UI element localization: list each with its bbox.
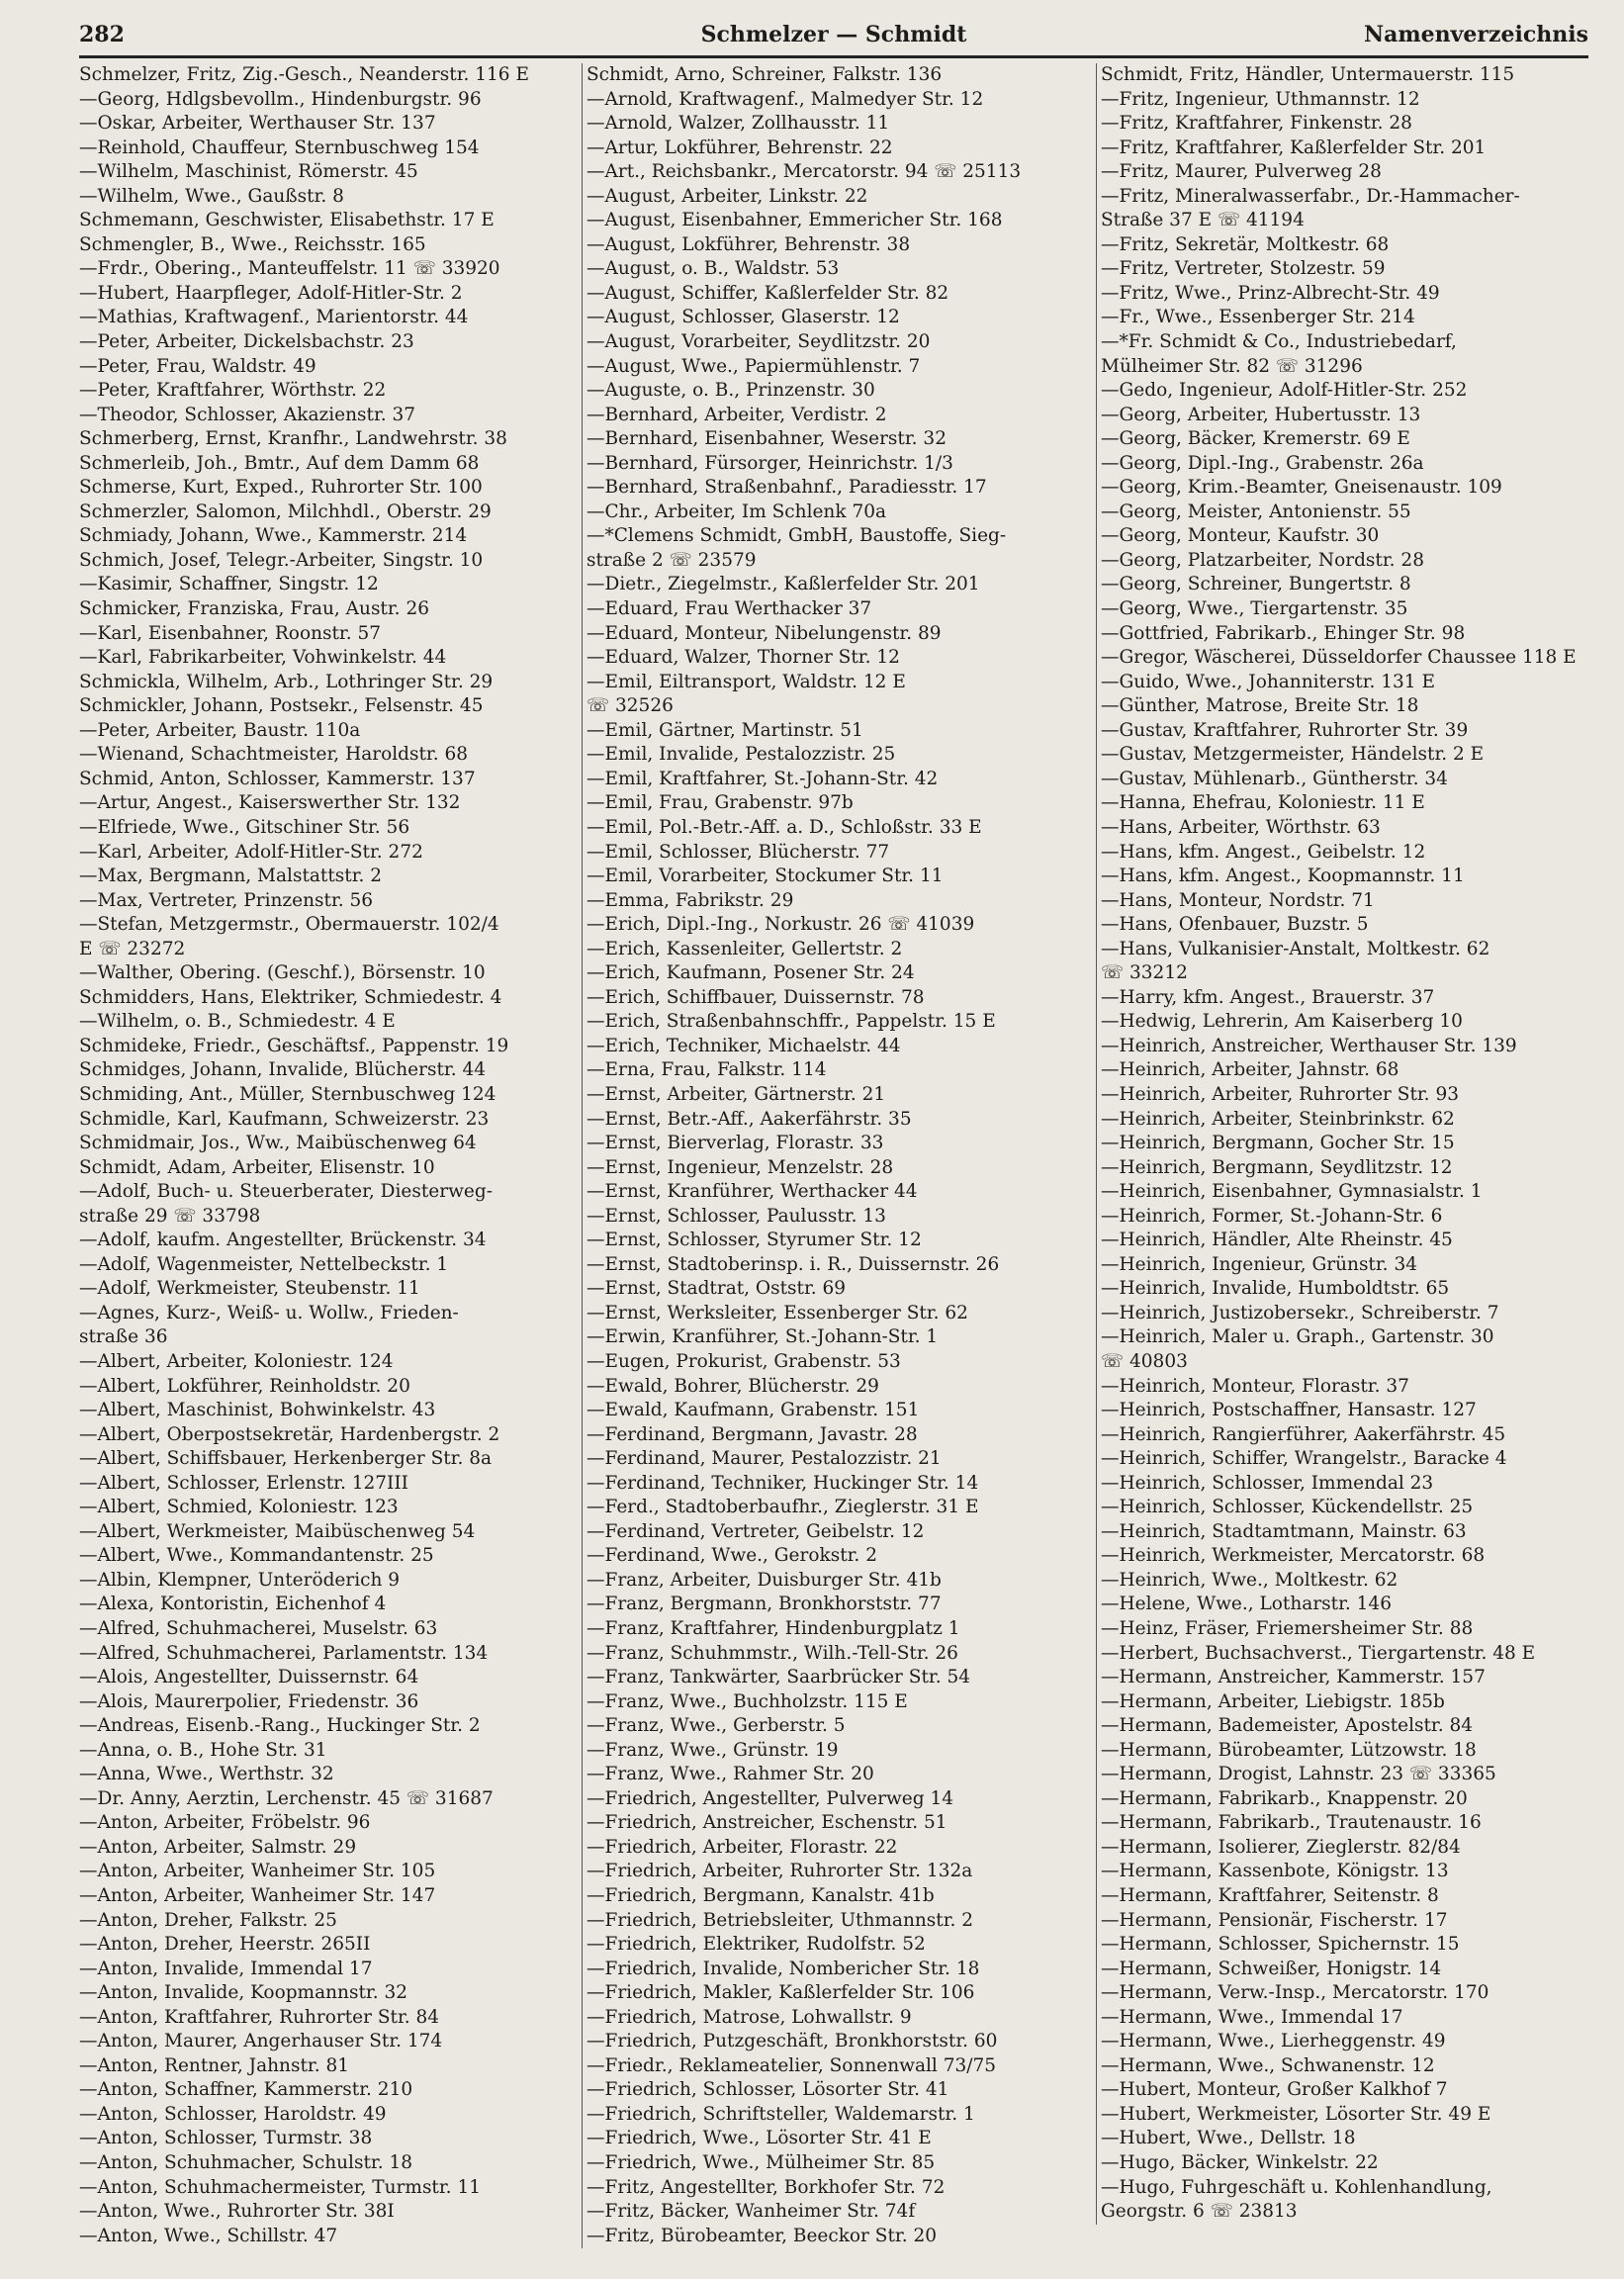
directory-entry: —Wienand, Schachtmeister, Haroldstr. 68 <box>79 744 469 766</box>
directory-entry: —Albin, Klempner, Unteröderich 9 <box>79 1569 401 1591</box>
directory-entry: —Anton, Schlosser, Turmstr. 38 <box>79 2128 373 2149</box>
directory-entry: —Arnold, Walzer, Zollhausstr. 11 <box>586 113 890 135</box>
directory-entry: —Ernst, Ingenieur, Menzelstr. 28 <box>586 1156 894 1178</box>
directory-entry: —Heinrich, Maler u. Graph., Gartenstr. 30 <box>1101 1326 1494 1348</box>
directory-entry: —Ferdinand, Maurer, Pestalozzistr. 21 <box>586 1448 942 1470</box>
directory-entry: —Heinrich, Former, St.-Johann-Str. 6 <box>1101 1205 1443 1227</box>
directory-entry: —Hubert, Monteur, Großer Kalkhof 7 <box>1101 2079 1448 2101</box>
directory-entry: —Erich, Schiffbauer, Duissernstr. 78 <box>586 986 925 1008</box>
directory-entry: —Hermann, Anstreicher, Kammerstr. 157 <box>1101 1667 1486 1688</box>
directory-entry: —Fritz, Angestellter, Borkhofer Str. 72 <box>586 2176 946 2198</box>
directory-entry: —Heinrich, Eisenbahner, Gymnasialstr. 1 <box>1101 1181 1483 1203</box>
directory-entry: —Peter, Arbeiter, Dickelsbachstr. 23 <box>79 331 414 353</box>
directory-entry: —Erich, Kassenleiter, Gellertstr. 2 <box>586 938 903 959</box>
directory-entry: —Guido, Wwe., Johanniterstr. 131 E <box>1101 671 1435 692</box>
section-title: Namenverzeichnis <box>1364 22 1588 47</box>
directory-entry: —Hans, kfm. Angest., Geibelstr. 12 <box>1101 841 1426 863</box>
directory-entry: —Wilhelm, Maschinist, Römerstr. 45 <box>79 161 418 183</box>
directory-entry: —Heinrich, Monteur, Florastr. 37 <box>1101 1375 1409 1397</box>
directory-entry: —Heinrich, Ingenieur, Grünstr. 34 <box>1101 1253 1417 1275</box>
directory-entry: —Bernhard, Arbeiter, Verdistr. 2 <box>586 404 887 425</box>
directory-entry: Schmengler, B., Wwe., Reichsstr. 165 <box>79 233 426 255</box>
directory-entry: —Hubert, Haarpfleger, Adolf-Hitler-Str. 2 <box>79 282 463 304</box>
directory-entry: E ☏ 23272 <box>79 938 186 959</box>
directory-entry: —Hermann, Drogist, Lahnstr. 23 ☏ 33365 <box>1101 1764 1496 1785</box>
directory-entry: —Alfred, Schuhmacherei, Muselstr. 63 <box>79 1618 438 1639</box>
directory-entry: —Albert, Schlosser, Erlenstr. 127III <box>79 1472 408 1494</box>
directory-entry: —Anton, Maurer, Angerhauser Str. 174 <box>79 2031 443 2052</box>
directory-entry: —Wilhelm, o. B., Schmiedestr. 4 E <box>79 1011 396 1033</box>
directory-entry: —Georg, Meister, Antonienstr. 55 <box>1101 501 1411 522</box>
directory-entry: —Anna, Wwe., Werthstr. 32 <box>79 1764 334 1785</box>
directory-entry: —Heinrich, Werkmeister, Mercatorstr. 68 <box>1101 1545 1486 1567</box>
directory-entry: —Heinrich, Bergmann, Gocher Str. 15 <box>1101 1133 1455 1154</box>
directory-entry: —Georg, Arbeiter, Hubertusstr. 13 <box>1101 404 1421 425</box>
directory-entry: Schmiady, Johann, Wwe., Kammerstr. 214 <box>79 525 468 547</box>
directory-entry: —Hermann, Kraftfahrer, Seitenstr. 8 <box>1101 1885 1439 1907</box>
directory-entry: —Adolf, Werkmeister, Steubenstr. 11 <box>79 1278 420 1300</box>
directory-entry: —Herbert, Buchsachverst., Tiergartenstr. 48 E <box>1101 1642 1536 1664</box>
directory-entry: —Erna, Frau, Falkstr. 114 <box>586 1059 827 1081</box>
directory-entry: —Erich, Dipl.-Ing., Norkustr. 26 ☏ 41039 <box>586 914 975 936</box>
directory-entry: —Heinrich, Stadtamtmann, Mainstr. 63 <box>1101 1520 1467 1542</box>
directory-entry: —Emil, Frau, Grabenstr. 97b <box>586 792 854 814</box>
directory-entry: —Georg, Dipl.-Ing., Grabenstr. 26a <box>1101 452 1424 474</box>
directory-entry: —Stefan, Metzgermstr., Obermauerstr. 102/4 <box>79 914 499 936</box>
directory-entry: Straße 37 E ☏ 41194 <box>1101 210 1305 231</box>
directory-entry: —Hermann, Wwe., Schwanenstr. 12 <box>1101 2054 1435 2076</box>
directory-entry: —Georg, Krim.-Beamter, Gneisenaustr. 109 <box>1101 477 1502 499</box>
directory-entry: —Albert, Werkmeister, Maibüschenweg 54 <box>79 1520 476 1542</box>
directory-entry: —Ernst, Stadtrat, Oststr. 69 <box>586 1278 847 1300</box>
directory-entry: —Fritz, Sekretär, Moltkestr. 68 <box>1101 233 1390 255</box>
directory-entry: —Emil, Invalide, Pestalozzistr. 25 <box>586 744 896 766</box>
directory-entry: —Friedrich, Arbeiter, Ruhrorter Str. 132a <box>586 1861 973 1882</box>
directory-entry: —Ewald, Bohrer, Blücherstr. 29 <box>586 1375 879 1397</box>
directory-entry: —Friedrich, Arbeiter, Florastr. 22 <box>586 1836 898 1858</box>
directory-entry: —Georg, Platzarbeiter, Nordstr. 28 <box>1101 549 1424 571</box>
directory-entry: —Erich, Kaufmann, Posener Str. 24 <box>586 962 915 984</box>
directory-entry: Schmich, Josef, Telegr.-Arbeiter, Singstr. 10 <box>79 549 484 571</box>
directory-entry: —Friedrich, Wwe., Mülheimer Str. 85 <box>586 2152 936 2174</box>
directory-entry: —Hermann, Fabrikarb., Knappenstr. 20 <box>1101 1787 1468 1809</box>
directory-entry: —Fritz, Bürobeamter, Beeckor Str. 20 <box>586 2225 937 2246</box>
directory-entry: —Walther, Obering. (Geschf.), Börsenstr. 10 <box>79 962 486 984</box>
directory-entry: Schmemann, Geschwister, Elisabethstr. 17 E <box>79 210 495 231</box>
directory-entry: —Fritz, Vertreter, Stolzestr. 59 <box>1101 258 1386 280</box>
directory-entry: —Emil, Vorarbeiter, Stockumer Str. 11 <box>586 866 944 887</box>
directory-entry: —Kasimir, Schaffner, Singstr. 12 <box>79 574 379 595</box>
directory-entry: —August, Lokführer, Behrenstr. 38 <box>586 233 911 255</box>
directory-entry: —Albert, Schmied, Koloniestr. 123 <box>79 1497 399 1518</box>
directory-entry: —Anton, Arbeiter, Salmstr. 29 <box>79 1836 357 1858</box>
directory-entry: —Anton, Schuhmacher, Schulstr. 18 <box>79 2152 412 2174</box>
entries-column-3 <box>1096 63 1595 2225</box>
directory-entry: —Heinrich, Anstreicher, Werthauser Str. 139 <box>1101 1035 1517 1056</box>
directory-entry: —Karl, Eisenbahner, Roonstr. 57 <box>79 622 382 644</box>
directory-entry: —Gregor, Wäscherei, Düsseldorfer Chaussee 118 E <box>1101 647 1577 669</box>
directory-entry: —Alois, Maurerpolier, Friedenstr. 36 <box>79 1690 419 1712</box>
directory-entry: —Peter, Kraftfahrer, Wörthstr. 22 <box>79 380 387 402</box>
directory-entry: straße 29 ☏ 33798 <box>79 1205 261 1227</box>
directory-entry: —Eduard, Frau Werthacker 37 <box>586 598 872 620</box>
directory-entry: —Artur, Lokführer, Behrenstr. 22 <box>586 137 893 158</box>
directory-entry: —Gustav, Kraftfahrer, Ruhrorter Str. 39 <box>1101 719 1469 741</box>
directory-entry: —Anton, Schlosser, Haroldstr. 49 <box>79 2103 387 2125</box>
directory-entry: —August, Arbeiter, Linkstr. 22 <box>586 185 868 207</box>
directory-entry: —Heinrich, Invalide, Humboldtstr. 65 <box>1101 1278 1450 1300</box>
directory-entry: —Friedrich, Invalide, Nombericher Str. 18 <box>586 1958 980 1979</box>
directory-entry: —Emil, Eiltransport, Waldstr. 12 E <box>586 671 906 692</box>
directory-entry: —Hans, kfm. Angest., Koopmannstr. 11 <box>1101 866 1465 887</box>
directory-entry: —Hermann, Isolierer, Zieglerstr. 82/84 <box>1101 1836 1461 1858</box>
directory-entry: —Hermann, Schweißer, Honigstr. 14 <box>1101 1958 1442 1979</box>
directory-entry: —Hermann, Fabrikarb., Trautenaustr. 16 <box>1101 1812 1482 1834</box>
directory-entry: —Heinrich, Schlosser, Immendal 23 <box>1101 1472 1434 1494</box>
directory-entry: —Peter, Frau, Waldstr. 49 <box>79 355 316 377</box>
directory-entry: —Erwin, Kranführer, St.-Johann-Str. 1 <box>586 1326 939 1348</box>
directory-entry: —August, Wwe., Papiermühlenstr. 7 <box>586 355 921 377</box>
directory-entry: —Alexa, Kontoristin, Eichenhof 4 <box>79 1594 387 1615</box>
directory-entry: —Ernst, Bierverlag, Florastr. 33 <box>586 1133 884 1154</box>
directory-entry: —Elfriede, Wwe., Gitschiner Str. 56 <box>79 816 410 838</box>
directory-entry: Schmerzler, Salomon, Milchhdl., Oberstr. 29 <box>79 501 492 522</box>
directory-entry: —Hermann, Bürobeamter, Lützowstr. 18 <box>1101 1739 1477 1761</box>
directory-entry: —Hans, Monteur, Nordstr. 71 <box>1101 889 1375 911</box>
directory-entry: —August, Schiffer, Kaßlerfelder Str. 82 <box>586 282 949 304</box>
directory-entry: —Franz, Wwe., Buchholzstr. 115 E <box>586 1690 908 1712</box>
directory-entry: —Emil, Schlosser, Blücherstr. 77 <box>586 841 890 863</box>
directory-entry: —Mathias, Kraftwagenf., Marientorstr. 44 <box>79 307 469 328</box>
directory-entry: —Franz, Arbeiter, Duisburger Str. 41b <box>586 1569 942 1591</box>
directory-entry: —*Fr. Schmidt & Co., Industriebedarf, <box>1101 331 1457 353</box>
directory-entry: Schmid, Anton, Schlosser, Kammerstr. 137 <box>79 768 476 789</box>
directory-entry: —Hermann, Pensionär, Fischerstr. 17 <box>1101 1909 1448 1931</box>
directory-entry: Mülheimer Str. 82 ☏ 31296 <box>1101 355 1363 377</box>
page-number: 282 <box>79 22 125 47</box>
directory-entry: —Anton, Dreher, Heerstr. 265II <box>79 1934 371 1956</box>
directory-entry: Schmidders, Hans, Elektriker, Schmiedestr. 4 <box>79 986 502 1008</box>
directory-entry: —Eduard, Walzer, Thorner Str. 12 <box>586 647 900 669</box>
directory-entry: —Heinrich, Schiffer, Wrangelstr., Baracke 4 <box>1101 1448 1507 1470</box>
directory-entry: —Heinrich, Arbeiter, Ruhrorter Str. 93 <box>1101 1083 1459 1105</box>
directory-entry: —Arnold, Kraftwagenf., Malmedyer Str. 12 <box>586 88 984 110</box>
directory-entry: —*Clemens Schmidt, GmbH, Baustoffe, Sieg- <box>586 525 1007 547</box>
directory-entry: —Heinrich, Händler, Alte Rheinstr. 45 <box>1101 1230 1453 1251</box>
directory-entry: —Erich, Techniker, Michaelstr. 44 <box>586 1035 901 1056</box>
directory-entry: —Emil, Kraftfahrer, St.-Johann-Str. 42 <box>586 768 939 789</box>
directory-entry: —August, o. B., Waldstr. 53 <box>586 258 840 280</box>
directory-entry: —Hubert, Wwe., Dellstr. 18 <box>1101 2128 1356 2149</box>
directory-entry: —Max, Vertreter, Prinzenstr. 56 <box>79 889 374 911</box>
directory-entry: —Ernst, Betr.-Aff., Aakerfährstr. 35 <box>586 1108 912 1130</box>
directory-entry: —Anton, Arbeiter, Wanheimer Str. 147 <box>79 1885 436 1907</box>
directory-entry: Schmickla, Wilhelm, Arb., Lothringer Str. 29 <box>79 671 494 692</box>
directory-entry: —Harry, kfm. Angest., Brauerstr. 37 <box>1101 986 1435 1008</box>
directory-entry: Schmiding, Ant., Müller, Sternbuschweg 124 <box>79 1083 496 1105</box>
directory-entry: —Agnes, Kurz-, Weiß- u. Wollw., Frieden- <box>79 1302 459 1323</box>
directory-entry: —Chr., Arbeiter, Im Schlenk 70a <box>586 501 887 522</box>
directory-entry: —Ernst, Schlosser, Paulusstr. 13 <box>586 1205 886 1227</box>
directory-entry: —Hubert, Werkmeister, Lösorter Str. 49 E <box>1101 2103 1491 2125</box>
directory-entry: —Albert, Lokführer, Reinholdstr. 20 <box>79 1375 410 1397</box>
directory-entry: ☏ 40803 <box>1101 1350 1188 1372</box>
directory-entry: —Anton, Schaffner, Kammerstr. 210 <box>79 2079 413 2101</box>
directory-entry: —Ferdinand, Wwe., Gerokstr. 2 <box>586 1545 877 1567</box>
directory-entry: —Friedrich, Anstreicher, Eschenstr. 51 <box>586 1812 947 1834</box>
directory-entry: —Gedo, Ingenieur, Adolf-Hitler-Str. 252 <box>1101 380 1468 402</box>
directory-entry: —Friedrich, Angestellter, Pulverweg 14 <box>586 1787 953 1809</box>
directory-entry: Schmidt, Arno, Schreiner, Falkstr. 136 <box>586 64 943 85</box>
directory-entry: —Anton, Invalide, Immendal 17 <box>79 1958 373 1979</box>
directory-entry: —Franz, Bergmann, Bronkhorststr. 77 <box>586 1594 942 1615</box>
directory-entry: —Ernst, Schlosser, Styrumer Str. 12 <box>586 1230 922 1251</box>
directory-entry: Schmidt, Adam, Arbeiter, Elisenstr. 10 <box>79 1156 435 1178</box>
directory-entry: —Hermann, Schlosser, Spichernstr. 15 <box>1101 1934 1460 1956</box>
directory-entry: ☏ 33212 <box>1101 962 1188 984</box>
directory-entry: —August, Eisenbahner, Emmericher Str. 168 <box>586 210 1003 231</box>
directory-entry: —Georg, Schreiner, Bungertstr. 8 <box>1101 574 1411 595</box>
directory-entry: —Adolf, Buch- u. Steuerberater, Diesterweg- <box>79 1181 493 1203</box>
directory-entry: —Franz, Wwe., Rahmer Str. 20 <box>586 1764 874 1785</box>
directory-entry: —Heinrich, Bergmann, Seydlitzstr. 12 <box>1101 1156 1453 1178</box>
directory-entry: —Georg, Monteur, Kaufstr. 30 <box>1101 525 1380 547</box>
directory-entry: Schmidmair, Jos., Ww., Maibüschenweg 64 <box>79 1133 477 1154</box>
directory-entry: Schmidle, Karl, Kaufmann, Schweizerstr. 23 <box>79 1108 490 1130</box>
directory-entry: —Helene, Wwe., Lotharstr. 146 <box>1101 1594 1392 1615</box>
directory-entry: —Friedrich, Elektriker, Rudolfstr. 52 <box>586 1934 926 1956</box>
directory-entry: —Oskar, Arbeiter, Werthauser Str. 137 <box>79 113 436 135</box>
directory-entry: —Anton, Kraftfahrer, Ruhrorter Str. 84 <box>79 2006 440 2028</box>
directory-entry: —Hans, Arbeiter, Wörthstr. 63 <box>1101 816 1381 838</box>
directory-entry: —Frdr., Obering., Manteuffelstr. 11 ☏ 33920 <box>79 258 500 280</box>
directory-entry: —Reinhold, Chauffeur, Sternbuschweg 154 <box>79 137 480 158</box>
directory-entry: —Heinrich, Postschaffner, Hansastr. 127 <box>1101 1400 1477 1421</box>
directory-entry: —Friedrich, Makler, Kaßlerfelder Str. 106 <box>586 1982 975 2004</box>
directory-entry: —Heinrich, Schlosser, Kückendellstr. 25 <box>1101 1497 1474 1518</box>
running-title: Schmelzer — Schmidt <box>700 22 967 47</box>
directory-entry: —Hermann, Bademeister, Apostelstr. 84 <box>1101 1715 1474 1737</box>
directory-entry: —Andreas, Eisenb.-Rang., Huckinger Str. 2 <box>79 1715 481 1737</box>
directory-entry: —Hermann, Arbeiter, Liebigstr. 185b <box>1101 1690 1445 1712</box>
directory-entry: —Emil, Pol.-Betr.-Aff. a. D., Schloßstr. 33 E <box>586 816 982 838</box>
directory-entry: —Theodor, Schlosser, Akazienstr. 37 <box>79 404 416 425</box>
directory-entry: Schmerleib, Joh., Bmtr., Auf dem Damm 68 <box>79 452 480 474</box>
directory-entry: Schmelzer, Fritz, Zig.-Gesch., Neanderstr. 116 E <box>79 64 529 85</box>
directory-entry: Schmickler, Johann, Postsekr., Felsenstr. 45 <box>79 695 484 717</box>
directory-entry: —Dr. Anny, Aerztin, Lerchenstr. 45 ☏ 31687 <box>79 1787 494 1809</box>
directory-entry: —Friedrich, Schriftsteller, Waldemarstr. 1 <box>586 2103 975 2125</box>
directory-entry: —Karl, Arbeiter, Adolf-Hitler-Str. 272 <box>79 841 423 863</box>
directory-entry: —Hermann, Wwe., Immendal 17 <box>1101 2006 1403 2028</box>
directory-entry: —Anton, Dreher, Falkstr. 25 <box>79 1909 337 1931</box>
directory-entry: —Anton, Wwe., Ruhrorter Str. 38I <box>79 2201 395 2223</box>
directory-entry: —Albert, Maschinist, Bohwinkelstr. 43 <box>79 1400 436 1421</box>
directory-entry: straße 36 <box>79 1326 168 1348</box>
directory-entry: —Friedrich, Schlosser, Lösorter Str. 41 <box>586 2079 949 2101</box>
directory-entry: —Artur, Angest., Kaiserswerther Str. 132 <box>79 792 461 814</box>
directory-entry: —Heinz, Fräser, Friemersheimer Str. 88 <box>1101 1618 1474 1639</box>
directory-entry: —Ferdinand, Bergmann, Javastr. 28 <box>586 1423 918 1445</box>
directory-entry: —Eugen, Prokurist, Grabenstr. 53 <box>586 1350 901 1372</box>
entries-column-2 <box>582 63 1089 2248</box>
directory-entry: —August, Vorarbeiter, Seydlitzstr. 20 <box>586 331 931 353</box>
directory-entry: —Franz, Kraftfahrer, Hindenburgplatz 1 <box>586 1618 960 1639</box>
directory-entry: —Ernst, Arbeiter, Gärtnerstr. 21 <box>586 1083 886 1105</box>
directory-entry: —Friedrich, Matrose, Lohwallstr. 9 <box>586 2006 912 2028</box>
directory-entry: —Friedrich, Wwe., Lösorter Str. 41 E <box>586 2128 932 2149</box>
directory-entry: —Bernhard, Straßenbahnf., Paradiesstr. 17 <box>586 477 987 499</box>
entries-column-1 <box>79 63 584 2248</box>
directory-entry: —Peter, Arbeiter, Baustr. 110a <box>79 719 361 741</box>
directory-entry: —Hedwig, Lehrerin, Am Kaiserberg 10 <box>1101 1011 1463 1033</box>
directory-entry: —Hans, Vulkanisier-Anstalt, Moltkestr. 62 <box>1101 938 1490 959</box>
directory-entry: —Gottfried, Fabrikarb., Ehinger Str. 98 <box>1101 622 1466 644</box>
directory-entry: —Eduard, Monteur, Nibelungenstr. 89 <box>586 622 942 644</box>
directory-entry: —Heinrich, Arbeiter, Steinbrinkstr. 62 <box>1101 1108 1455 1130</box>
directory-entry: —Friedr., Reklameatelier, Sonnenwall 73/75 <box>586 2054 997 2076</box>
directory-entry: —Gustav, Metzgermeister, Händelstr. 2 E <box>1101 744 1485 766</box>
page-header <box>79 6 1588 58</box>
directory-entry: —Heinrich, Justizobersekr., Schreiberstr. 7 <box>1101 1302 1499 1323</box>
directory-entry: —Heinrich, Rangierführer, Aakerfährstr. 45 <box>1101 1423 1506 1445</box>
directory-entry: —Fritz, Bäcker, Wanheimer Str. 74f <box>586 2201 916 2223</box>
directory-entry: —Albert, Wwe., Kommandantenstr. 25 <box>79 1545 434 1567</box>
directory-entry: —Adolf, kaufm. Angestellter, Brückenstr. 34 <box>79 1230 487 1251</box>
directory-entry: —Hanna, Ehefrau, Koloniestr. 11 E <box>1101 792 1425 814</box>
directory-entry: —August, Schlosser, Glaserstr. 12 <box>586 307 900 328</box>
directory-entry: —Hermann, Kassenbote, Königstr. 13 <box>1101 1861 1449 1882</box>
directory-entry: —Ewald, Kaufmann, Grabenstr. 151 <box>586 1400 920 1421</box>
directory-entry: —Hugo, Bäcker, Winkelstr. 22 <box>1101 2152 1379 2174</box>
directory-entry: —Heinrich, Wwe., Moltkestr. 62 <box>1101 1569 1398 1591</box>
directory-entry: —Karl, Fabrikarbeiter, Vohwinkelstr. 44 <box>79 647 447 669</box>
directory-entry: —Wilhelm, Wwe., Gaußstr. 8 <box>79 185 344 207</box>
directory-entry: —Emma, Fabrikstr. 29 <box>586 889 794 911</box>
directory-entry: Schmidges, Johann, Invalide, Blücherstr. 44 <box>79 1059 487 1081</box>
directory-entry: Schmerse, Kurt, Exped., Ruhrorter Str. 100 <box>79 477 483 499</box>
directory-entry: —Albert, Arbeiter, Koloniestr. 124 <box>79 1350 394 1372</box>
directory-entry: —Ferdinand, Techniker, Huckinger Str. 14 <box>586 1472 979 1494</box>
directory-entry: —Emil, Gärtner, Martinstr. 51 <box>586 719 863 741</box>
directory-entry: —Fritz, Kraftfahrer, Finkenstr. 28 <box>1101 113 1412 135</box>
directory-entry: Schmerberg, Ernst, Kranfhr., Landwehrstr. 38 <box>79 428 507 450</box>
directory-entry: —Anton, Arbeiter, Wanheimer Str. 105 <box>79 1861 436 1882</box>
directory-entry: —Franz, Wwe., Grünstr. 19 <box>586 1739 839 1761</box>
directory-entry: —Anton, Wwe., Schillstr. 47 <box>79 2225 338 2246</box>
directory-entry: —Fritz, Wwe., Prinz-Albrecht-Str. 49 <box>1101 282 1440 304</box>
directory-entry: —Friedrich, Putzgeschäft, Bronkhorststr. 60 <box>586 2031 998 2052</box>
directory-entry: Schmicker, Franziska, Frau, Austr. 26 <box>79 598 429 620</box>
directory-entry: —Ernst, Stadtoberinsp. i. R., Duissernstr. 26 <box>586 1253 1000 1275</box>
directory-entry: —Albert, Oberpostsekretär, Hardenbergstr. 2 <box>79 1423 500 1445</box>
directory-entry: —Hans, Ofenbauer, Buzstr. 5 <box>1101 914 1369 936</box>
directory-entry: —Ernst, Kranführer, Werthacker 44 <box>586 1181 918 1203</box>
directory-entry: —Albert, Schiffsbauer, Herkenberger Str. 8a <box>79 1448 493 1470</box>
directory-entry: —Fr., Wwe., Essenberger Str. 214 <box>1101 307 1415 328</box>
directory-entry: —Fritz, Ingenieur, Uthmannstr. 12 <box>1101 88 1420 110</box>
directory-entry: —Ferdinand, Vertreter, Geibelstr. 12 <box>586 1520 925 1542</box>
directory-entry: —Georg, Wwe., Tiergartenstr. 35 <box>1101 598 1408 620</box>
directory-entry: —Friedrich, Betriebsleiter, Uthmannstr. 2 <box>586 1909 974 1931</box>
directory-entry: —Anton, Arbeiter, Fröbelstr. 96 <box>79 1812 371 1834</box>
directory-entry: —Franz, Wwe., Gerberstr. 5 <box>586 1715 846 1737</box>
directory-entry: —Ernst, Werksleiter, Essenberger Str. 62 <box>586 1302 968 1323</box>
directory-entry: Schmideke, Friedr., Geschäftsf., Pappenstr. 19 <box>79 1035 509 1056</box>
directory-entry: —Hermann, Verw.-Insp., Mercatorstr. 170 <box>1101 1982 1489 2004</box>
directory-entry: —Erich, Straßenbahnschffr., Pappelstr. 15 E <box>586 1011 996 1033</box>
directory-entry: —Auguste, o. B., Prinzenstr. 30 <box>586 380 875 402</box>
directory-entry: —Alois, Angestellter, Duissernstr. 64 <box>79 1667 419 1688</box>
directory-entry: ☏ 32526 <box>586 695 674 717</box>
directory-entry: —Heinrich, Arbeiter, Jahnstr. 68 <box>1101 1059 1399 1081</box>
directory-entry: —Anton, Invalide, Koopmannstr. 32 <box>79 1982 407 2004</box>
directory-entry: —Fritz, Kraftfahrer, Kaßlerfelder Str. 201 <box>1101 137 1487 158</box>
directory-entry: —Fritz, Maurer, Pulverweg 28 <box>1101 161 1382 183</box>
directory-entry: —Bernhard, Eisenbahner, Weserstr. 32 <box>586 428 947 450</box>
directory-entry: —Adolf, Wagenmeister, Nettelbeckstr. 1 <box>79 1253 449 1275</box>
directory-entry: —Hugo, Fuhrgeschäft u. Kohlenhandlung, <box>1101 2176 1492 2198</box>
directory-entry: —Max, Bergmann, Malstattstr. 2 <box>79 866 383 887</box>
directory-entry: —Art., Reichsbankr., Mercatorstr. 94 ☏ 25113 <box>586 161 1022 183</box>
directory-entry: —Anton, Rentner, Jahnstr. 81 <box>79 2054 350 2076</box>
directory-entry: —Georg, Bäcker, Kremerstr. 69 E <box>1101 428 1410 450</box>
directory-entry: —Hermann, Wwe., Lierheggenstr. 49 <box>1101 2031 1446 2052</box>
directory-entry: straße 2 ☏ 23579 <box>586 549 757 571</box>
directory-entry: —Franz, Tankwärter, Saarbrücker Str. 54 <box>586 1667 970 1688</box>
directory-entry: —Anna, o. B., Hohe Str. 31 <box>79 1739 327 1761</box>
directory-entry: —Franz, Schuhmmstr., Wilh.-Tell-Str. 26 <box>586 1642 958 1664</box>
directory-entry: —Günther, Matrose, Breite Str. 18 <box>1101 695 1419 717</box>
directory-entry: —Fritz, Mineralwasserfabr., Dr.-Hammacher- <box>1101 185 1520 207</box>
directory-entry: —Alfred, Schuhmacherei, Parlamentstr. 134 <box>79 1642 489 1664</box>
directory-entry: —Georg, Hdlgsbevollm., Hindenburgstr. 96 <box>79 88 482 110</box>
directory-entry: Georgstr. 6 ☏ 23813 <box>1101 2201 1298 2223</box>
directory-entry: —Dietr., Ziegelmstr., Kaßlerfelder Str. 201 <box>586 574 980 595</box>
directory-entry: —Gustav, Mühlenarb., Güntherstr. 34 <box>1101 768 1448 789</box>
directory-entry: —Friedrich, Bergmann, Kanalstr. 41b <box>586 1885 935 1907</box>
directory-entry: —Ferd., Stadtoberbaufhr., Zieglerstr. 31 E <box>586 1497 979 1518</box>
directory-entry: Schmidt, Fritz, Händler, Untermauerstr. 115 <box>1101 64 1515 85</box>
directory-entry: —Bernhard, Fürsorger, Heinrichstr. 1/3 <box>586 452 953 474</box>
directory-entry: —Anton, Schuhmachermeister, Turmstr. 11 <box>79 2176 481 2198</box>
